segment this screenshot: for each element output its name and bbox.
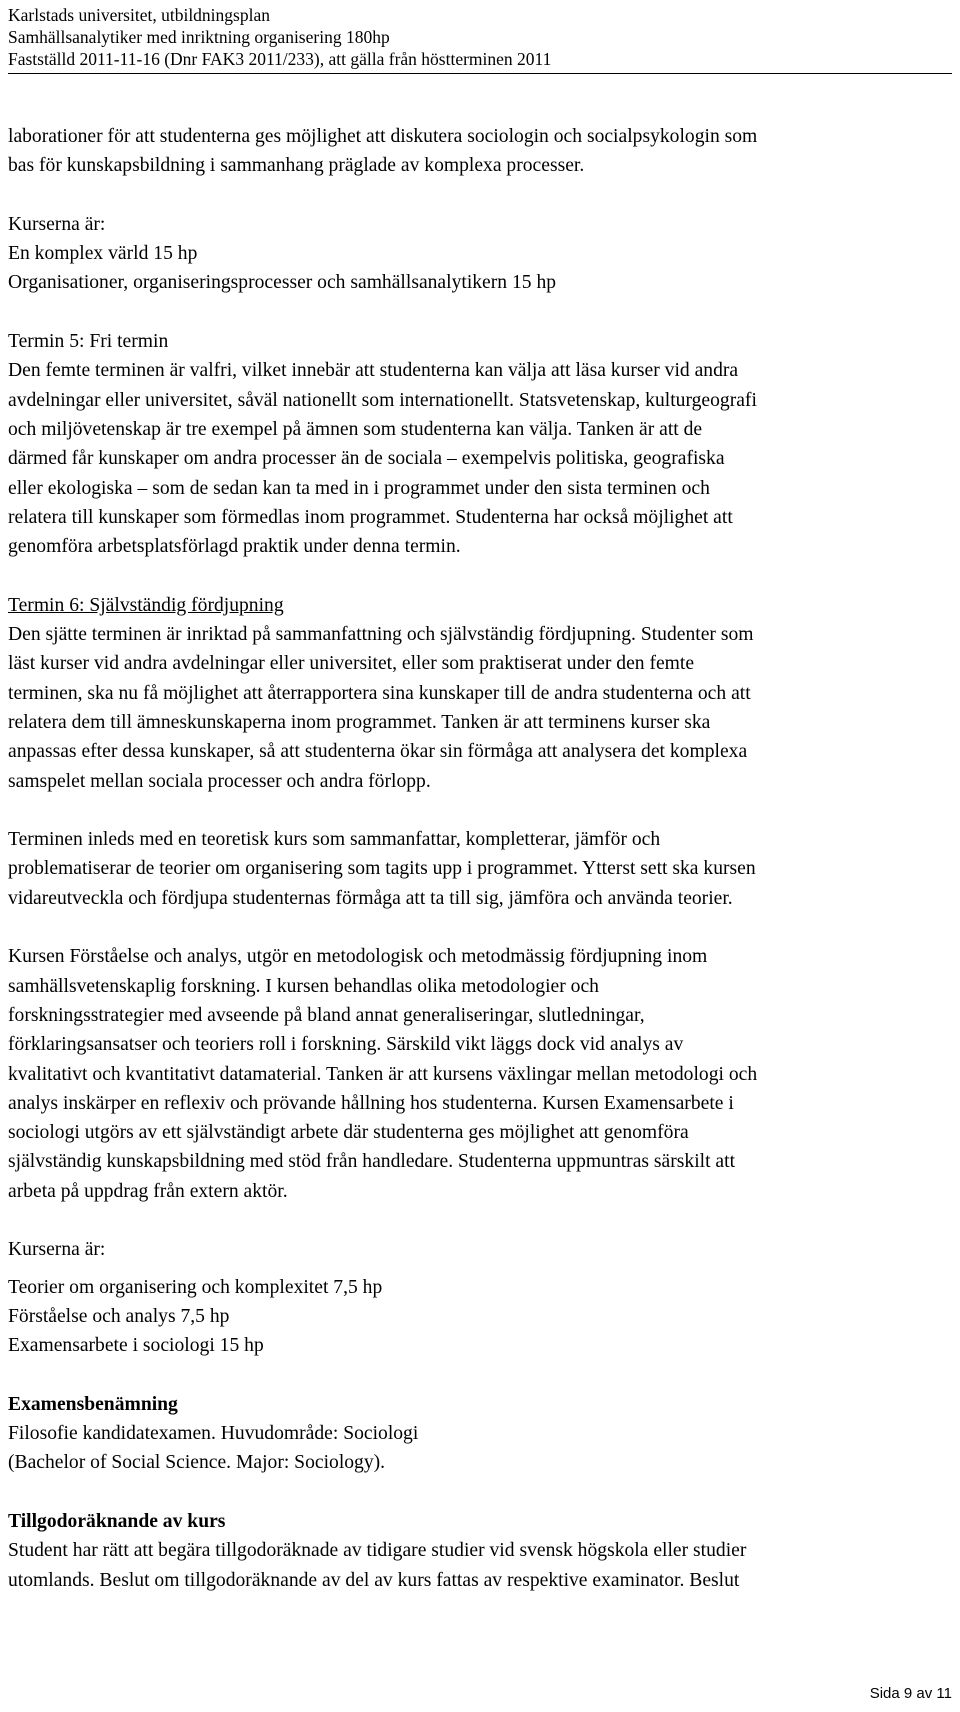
- credit-section: [8, 1507, 953, 1595]
- termin6-section: [8, 591, 953, 796]
- text-line: avdelningar eller universitet, såväl nationellt som internationellt. Statsvetenskap, kulturgeografi: [8, 389, 757, 411]
- termin5-section: [8, 327, 953, 561]
- course-item: En komplex värld 15 hp: [8, 243, 198, 265]
- course-item: Examensarbete i sociologi 15 hp: [8, 1335, 264, 1357]
- text-line: genomföra arbetsplatsförlagd praktik under denna termin.: [8, 536, 461, 558]
- course-item: Förståelse och analys 7,5 hp: [8, 1305, 230, 1327]
- course-item: Organisationer, organiseringsprocesser och samhällsanalytikern 15 hp: [8, 272, 557, 294]
- text-line: terminen, ska nu få möjlighet att återrapportera sina kunskaper till de andra studenterna och att: [8, 682, 751, 704]
- text-line: vidareutveckla och fördjupa studenternas förmåga att ta till sig, jämföra och använda teorier.: [8, 887, 733, 909]
- termin6-heading: Termin 6: Självständig fördjupning: [8, 594, 284, 616]
- text-line: Den sjätte terminen är inriktad på sammanfattning och självständig fördjupning. Studenter som: [8, 624, 754, 646]
- courses-label: Kurserna är:: [8, 1239, 106, 1261]
- text-line: Kursen Förståelse och analys, utgör en metodologisk och metodmässig fördjupning inom: [8, 946, 708, 968]
- text-line: Terminen inleds med en teoretisk kurs som sammanfattar, kompletterar, jämför och: [8, 829, 661, 851]
- credit-heading: Tillgodoräknande av kurs: [8, 1510, 226, 1532]
- header-divider: [8, 73, 952, 74]
- text-line: analys inskärper en reflexiv och prövande hållning hos studenterna. Kursen Examensarbete i: [8, 1092, 734, 1114]
- text-line: anpassas efter dessa kunskaper, så att studenterna ökar sin förmåga att analysera det komplexa: [8, 741, 748, 763]
- text-line: laborationer för att studenterna ges möjlighet att diskutera sociologin och socialpsykologin som: [8, 126, 758, 147]
- course-item: Teorier om organisering och komplexitet 7,5 hp: [8, 1276, 383, 1298]
- page-header: [8, 4, 551, 70]
- theory-paragraph: [8, 825, 953, 913]
- courses-label: Kurserna är:: [8, 213, 106, 235]
- courses-list-term6: [8, 1265, 953, 1361]
- courses-label-term6-block: [8, 1235, 953, 1264]
- intro-paragraph: [8, 122, 953, 181]
- text-line: därmed får kunskaper om andra processer än de sociala – exempelvis politiska, geografiska: [8, 448, 725, 470]
- text-line: forskningsstrategier med avseende på bland annat generaliseringar, slutledningar,: [8, 1004, 645, 1026]
- text-line: läst kurser vid andra avdelningar eller universitet, eller som praktiserat under den femte: [8, 653, 695, 675]
- courses-list-term5: [8, 210, 953, 298]
- text-line: samspelet mellan sociala processer och andra förlopp.: [8, 770, 431, 792]
- document-body: [8, 122, 953, 1595]
- text-line: Student har rätt att begära tillgodoräknade av tidigare studier vid svensk högskola eller studier: [8, 1540, 747, 1562]
- text-line: eller ekologiska – som de sedan kan ta med in i programmet under den sista terminen och: [8, 477, 710, 499]
- text-line: förklaringsansatser och teoriers roll i forskning. Särskild vikt läggs dock vid analys av: [8, 1034, 684, 1056]
- text-line: relatera till kunskaper som förmedlas inom programmet. Studenterna har också möjlighet att: [8, 506, 733, 528]
- page-number: Sida 9 av 11: [869, 1685, 952, 1702]
- text-line: problematiserar de teorier om organisering som tagits upp i programmet. Ytterst sett ska kursen: [8, 858, 756, 880]
- text-line: relatera dem till ämneskunskaperna inom programmet. Tanken är att terminens kurser ska: [8, 711, 711, 733]
- text-line: (Bachelor of Social Science. Major: Sociology).: [8, 1452, 386, 1474]
- text-line: samhällsvetenskaplig forskning. I kursen behandlas olika metodologier och: [8, 975, 599, 997]
- text-line: Filosofie kandidatexamen. Huvudområde: Sociologi: [8, 1423, 419, 1445]
- text-line: och miljövetenskap är tre exempel på ämnen som studenterna kan välja. Tanken är att de: [8, 418, 703, 440]
- header-university: Karlstads universitet, utbildningsplan: [8, 5, 270, 25]
- degree-section: [8, 1390, 953, 1478]
- text-line: sociologi utgörs av ett självständigt arbete där studenterna ges möjlighet att genomföra: [8, 1122, 689, 1144]
- text-line: Den femte terminen är valfri, vilket innebär att studenterna kan välja att läsa kurser vid andra: [8, 360, 739, 382]
- header-program: Samhällsanalytiker med inriktning organisering 180hp: [8, 27, 390, 47]
- text-line: kvalitativt och kvantitativt datamaterial. Tanken är att kursens växlingar mellan metodologi och: [8, 1063, 758, 1085]
- degree-heading: Examensbenämning: [8, 1393, 178, 1415]
- header-established: Fastställd 2011-11-16 (Dnr FAK3 2011/233), att gälla från höstterminen 2011: [8, 49, 552, 69]
- termin5-heading: Termin 5: Fri termin: [8, 331, 169, 353]
- text-line: självständig kunskapsbildning med stöd från handledare. Studenterna uppmuntras särskilt att: [8, 1151, 736, 1173]
- text-line: bas för kunskapsbildning i sammanhang präglade av komplexa processer.: [8, 155, 585, 177]
- text-line: utomlands. Beslut om tillgodoräknande av del av kurs fattas av respektive examinator. Beslut: [8, 1569, 740, 1591]
- text-line: arbeta på uppdrag från extern aktör.: [8, 1180, 288, 1202]
- method-paragraph: [8, 942, 953, 1206]
